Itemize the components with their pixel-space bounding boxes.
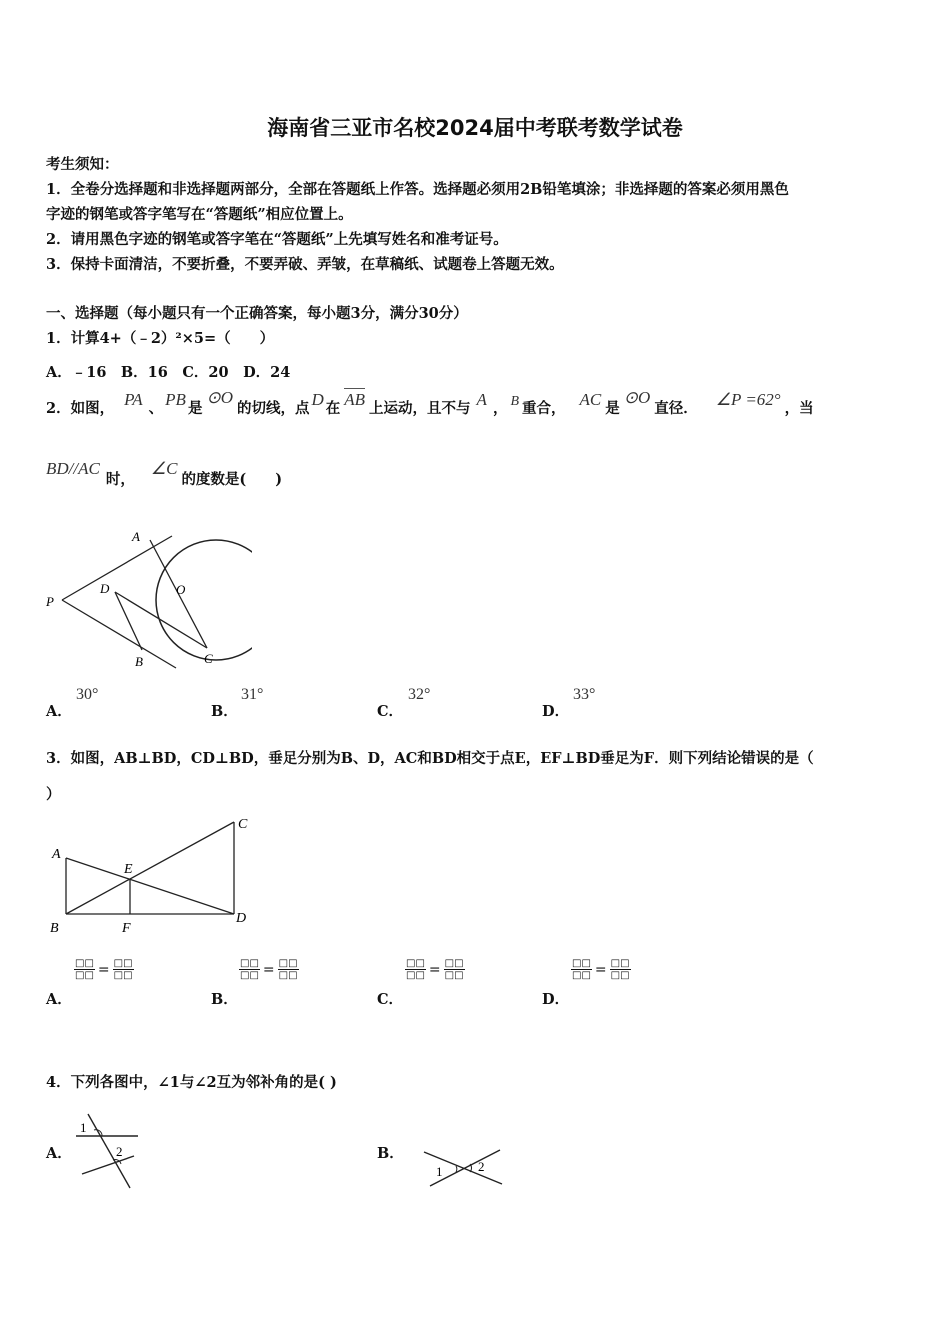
notice-line-1b: 字迹的钢笔或答字笔写在“答题纸”相应位置上。	[46, 206, 353, 223]
label-a: A	[132, 529, 140, 544]
q2-math: D	[311, 390, 324, 409]
q2-text: 重合，	[522, 400, 566, 417]
angle-2-label: 2	[116, 1144, 123, 1159]
fraction: $\frac{□□}{□□}$	[610, 958, 630, 981]
q2-text: 上运动，且不与	[369, 400, 471, 417]
q2-text: 是	[187, 400, 203, 417]
label-d: D	[236, 911, 247, 926]
q2-option-b-value: 31°	[241, 686, 264, 703]
q2-text: ，当	[784, 400, 814, 417]
equals-sign: =	[262, 961, 275, 978]
fraction: $\frac{□□}{□□}$	[113, 958, 133, 981]
q2-text: 的切线，点	[236, 400, 310, 417]
q2-option-d-value: 33°	[573, 686, 596, 703]
tangent-pa	[62, 536, 172, 600]
q2-math: B	[510, 394, 519, 409]
label-a: A	[52, 847, 61, 862]
label-p: P	[46, 594, 54, 609]
q2-option-c-value: 32°	[408, 686, 431, 703]
q2-math: AC	[579, 390, 602, 409]
q2-math: PB	[165, 390, 186, 409]
fraction: $\frac{□□}{□□}$	[75, 958, 94, 981]
q2-text: 直径．	[654, 400, 698, 417]
fraction: $\frac{□□}{□□}$	[444, 958, 464, 981]
equals-sign: =	[594, 961, 607, 978]
angle-2-label: 2	[478, 1159, 485, 1174]
q2-circle-figure	[42, 520, 252, 680]
question-1-options: A．﹣16 B．16 C．20 D．24	[46, 364, 291, 381]
fraction: $\frac{□□}{□□}$	[240, 958, 259, 981]
q3-option-d-label: D．	[542, 991, 570, 1008]
q4-option-b-figure	[420, 1140, 510, 1196]
question-1-stem: 1．计算4+（﹣2）²×5=（ ）	[46, 330, 275, 347]
notice-line-1a: 1．全卷分选择题和非选择题两部分，全部在答题纸上作答。选择题必须用2B铅笔填涂；非选择题的答案必须用黑色	[46, 181, 789, 198]
question-3-stem-line1: 3．如图，AB⊥BD，CD⊥BD，垂足分别为B、D，AC和BD相交于点E，EF⊥BD垂足为F．则下列结论错误的是（	[46, 750, 814, 767]
label-o: O	[176, 582, 186, 597]
q2-text: 是	[605, 400, 620, 417]
fraction: $\frac{□□}{□□}$	[406, 958, 425, 981]
q3-option-b-formula	[239, 958, 299, 981]
segment-bc	[66, 822, 234, 914]
notice-heading: 考生须知：	[46, 156, 119, 173]
q4-option-a-figure	[72, 1108, 142, 1192]
angle-1-arc	[456, 1166, 457, 1172]
q3-option-d-formula	[571, 958, 631, 981]
q3-option-b-label: B．	[211, 991, 238, 1008]
q2-text: 2．如图，	[46, 400, 115, 417]
notice-line-3: 3．保持卡面清洁，不要折叠，不要弄破、弄皱，在草稿纸、试题卷上答题无效。	[46, 256, 564, 273]
question-3-stem-line2: ）	[46, 786, 61, 803]
label-c: C	[204, 651, 213, 666]
q3-triangle-figure	[44, 808, 264, 938]
page-title: 海南省三亚市名校2024届中考联考数学试卷	[267, 116, 683, 140]
q4-option-a-label: A．	[46, 1145, 72, 1162]
notice-line-2: 2．请用黑色字迹的钢笔或答字笔在“答题纸”上先填写姓名和准考证号。	[46, 231, 508, 248]
q2-text: 时，	[105, 471, 135, 488]
q2-text: 、	[148, 400, 164, 417]
q2-math: ⊙O	[206, 388, 233, 407]
q2-math: ∠C	[150, 459, 178, 478]
segment-ad	[66, 858, 234, 914]
q3-option-c-formula	[405, 958, 465, 981]
q2-option-d-label: D．	[542, 703, 570, 720]
q2-math: BD//AC	[46, 459, 100, 478]
question-2-stem-line2	[46, 459, 283, 489]
q2-option-a-label: A．	[46, 703, 72, 720]
q4-option-b-label: B．	[377, 1145, 404, 1162]
q2-math: PA	[124, 390, 143, 409]
label-f: F	[122, 921, 131, 936]
label-c: C	[238, 817, 248, 832]
question-2-stem-line1	[46, 388, 814, 418]
q3-option-a-formula	[74, 958, 134, 981]
q2-math: ⊙O	[623, 388, 651, 407]
q3-option-c-label: C．	[377, 991, 404, 1008]
section-heading: 一、选择题（每小题只有一个正确答案，每小题3分，满分30分）	[46, 305, 468, 322]
q2-option-a-value: 30°	[76, 686, 99, 703]
label-d: D	[100, 581, 110, 596]
q2-option-c-label: C．	[377, 703, 404, 720]
q2-text: ，	[492, 400, 508, 417]
q2-math: A	[476, 390, 487, 409]
tangent-pb	[62, 600, 176, 668]
q2-arc-ab: AB	[344, 390, 366, 409]
label-b: B	[50, 921, 59, 936]
q2-option-b-label: B．	[211, 703, 238, 720]
transversal-line	[88, 1114, 130, 1188]
label-b: B	[135, 654, 143, 669]
question-4-stem: 4．下列各图中，∠1与∠2互为邻补角的是( )	[46, 1074, 337, 1091]
fraction: $\frac{□□}{□□}$	[572, 958, 591, 981]
q2-text: 在	[325, 400, 341, 417]
angle-1-label: 1	[436, 1164, 443, 1179]
equals-sign: =	[428, 961, 441, 978]
equals-sign: =	[97, 961, 110, 978]
crossing-line	[82, 1156, 134, 1174]
q2-text: 的度数是( )	[181, 471, 283, 488]
label-e: E	[124, 862, 133, 877]
q3-option-a-label: A．	[46, 991, 72, 1008]
angle-1-label: 1	[80, 1120, 87, 1135]
q2-math: ∠P =62°	[715, 390, 781, 409]
fraction: $\frac{□□}{□□}$	[278, 958, 298, 981]
